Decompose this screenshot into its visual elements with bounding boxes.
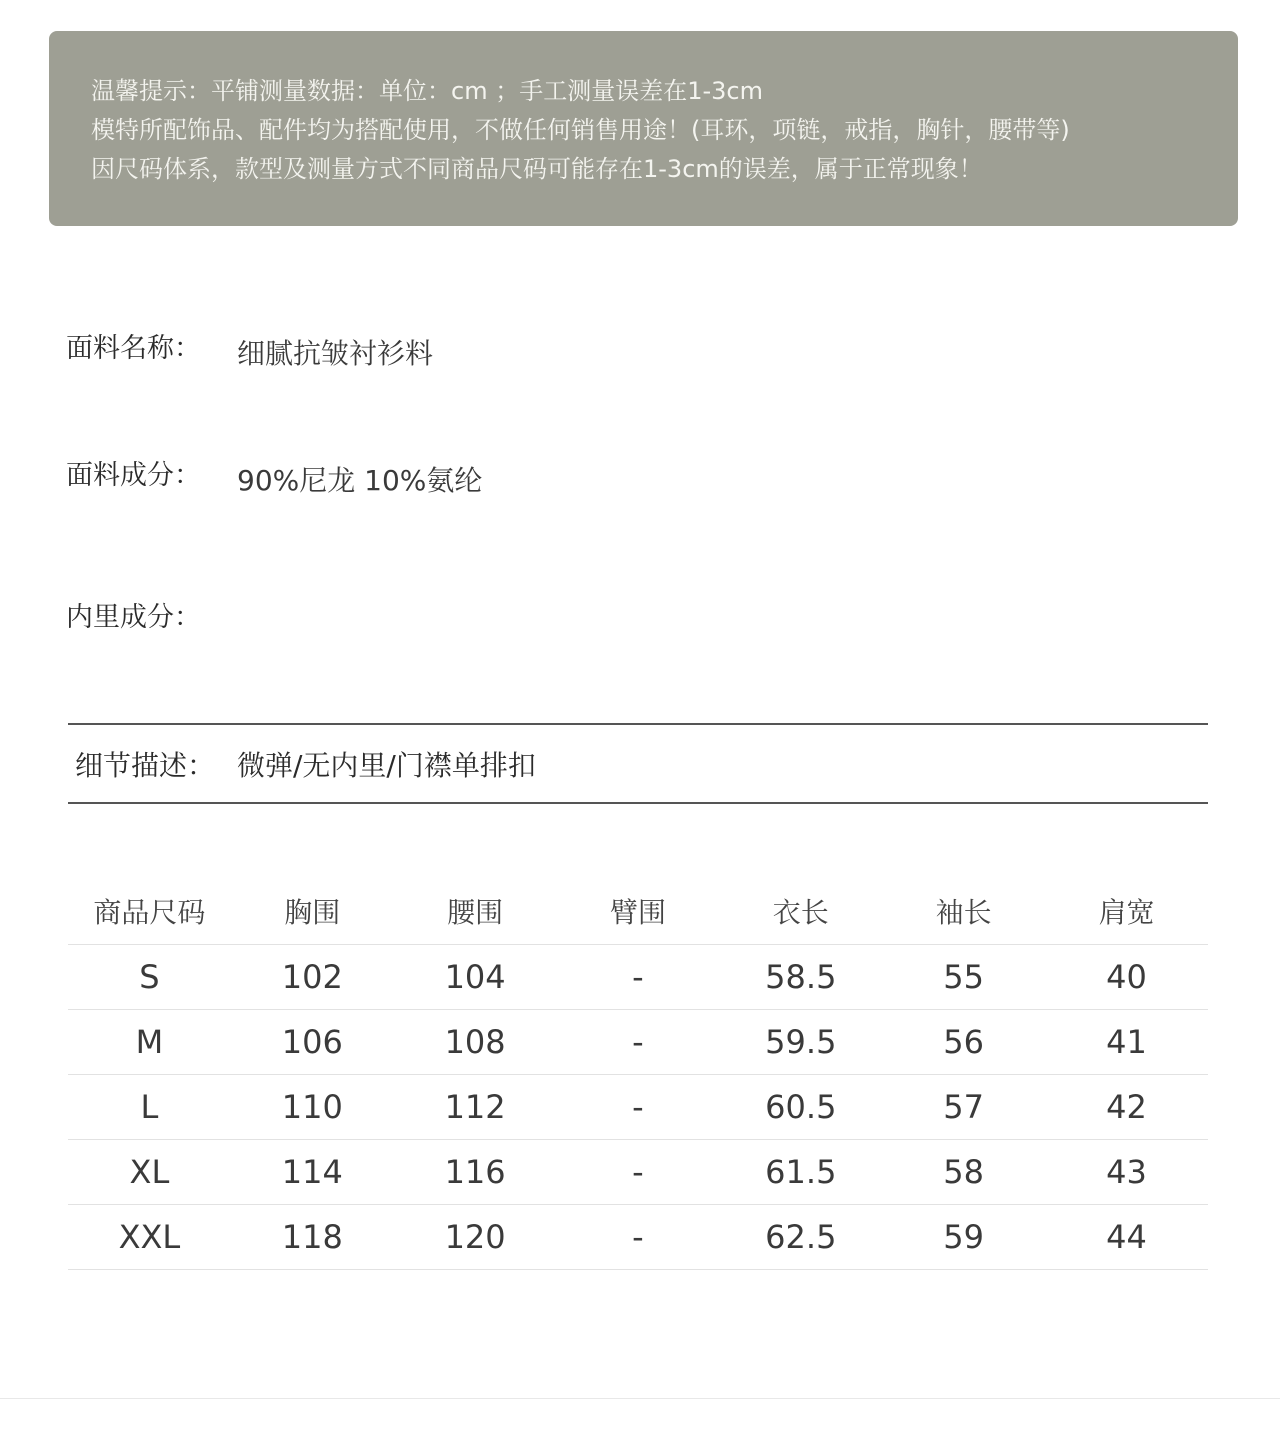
length-cell: 61.5 (719, 1139, 882, 1204)
notice-line: 因尺码体系，款型及测量方式不同商品尺码可能存在1-3cm的误差，属于正常现象！ (91, 155, 983, 183)
lining-composition-label: 内里成分： (66, 602, 201, 633)
shoulder-cell: 43 (1045, 1139, 1208, 1204)
arm-cell: - (557, 1204, 720, 1269)
notice-line: 模特所配饰品、配件均为搭配使用，不做任何销售用途！(耳环，项链，戒指，胸针，腰带等) (91, 116, 1070, 144)
header-sleeve: 袖长 (935, 895, 992, 929)
chest-cell: 118 (231, 1204, 394, 1269)
detail-value: 微弹/无内里/门襟单排扣 (237, 749, 536, 782)
table-row (68, 1204, 1208, 1269)
shoulder-cell: 44 (1045, 1204, 1208, 1269)
detail-label: 细节描述： (75, 749, 216, 782)
sleeve-cell: 55 (882, 944, 1045, 1009)
table-header-row (68, 878, 1208, 944)
header-length: 衣长 (772, 895, 829, 929)
length-cell: 59.5 (719, 1009, 882, 1074)
detail-top-rule (68, 723, 1208, 725)
bottom-divider (0, 1398, 1280, 1399)
size-cell: XL (68, 1139, 231, 1204)
table-row (68, 944, 1208, 1009)
chest-cell: 114 (231, 1139, 394, 1204)
length-cell: 62.5 (719, 1204, 882, 1269)
sleeve-cell: 57 (882, 1074, 1045, 1139)
arm-cell: - (557, 1139, 720, 1204)
table-row (68, 1009, 1208, 1074)
fabric-composition-value: 90%尼龙 10%氨纶 (237, 464, 483, 497)
waist-cell: 104 (394, 944, 557, 1009)
header-chest: 胸围 (284, 895, 341, 929)
fabric-name-value: 细腻抗皱衬衫料 (237, 337, 434, 370)
size-cell: L (68, 1074, 231, 1139)
shoulder-cell: 41 (1045, 1009, 1208, 1074)
header-shoulder: 肩宽 (1098, 895, 1155, 929)
size-cell: XXL (68, 1204, 231, 1269)
arm-cell: - (557, 1074, 720, 1139)
length-cell: 58.5 (719, 944, 882, 1009)
shoulder-cell: 40 (1045, 944, 1208, 1009)
chest-cell: 110 (231, 1074, 394, 1139)
waist-cell: 108 (394, 1009, 557, 1074)
arm-cell: - (557, 944, 720, 1009)
length-cell: 60.5 (719, 1074, 882, 1139)
chest-cell: 106 (231, 1009, 394, 1074)
detail-bottom-rule (68, 802, 1208, 804)
waist-cell: 116 (394, 1139, 557, 1204)
header-arm: 臂围 (609, 895, 666, 929)
fabric-composition-label: 面料成分： (66, 460, 201, 491)
sleeve-cell: 58 (882, 1139, 1045, 1204)
waist-cell: 112 (394, 1074, 557, 1139)
size-table (68, 878, 1208, 1270)
waist-cell: 120 (394, 1204, 557, 1269)
header-size: 商品尺码 (93, 895, 206, 929)
fabric-name-label: 面料名称： (66, 333, 201, 364)
arm-cell: - (557, 1009, 720, 1074)
chest-cell: 102 (231, 944, 394, 1009)
shoulder-cell: 42 (1045, 1074, 1208, 1139)
header-waist: 腰围 (447, 895, 504, 929)
size-cell: S (68, 944, 231, 1009)
notice-line: 温馨提示：平铺测量数据：单位：cm ；手工测量误差在1-3cm (91, 77, 763, 105)
size-cell: M (68, 1009, 231, 1074)
table-row (68, 1074, 1208, 1139)
table-row (68, 1139, 1208, 1204)
notice-box (49, 31, 1238, 226)
sleeve-cell: 56 (882, 1009, 1045, 1074)
sleeve-cell: 59 (882, 1204, 1045, 1269)
